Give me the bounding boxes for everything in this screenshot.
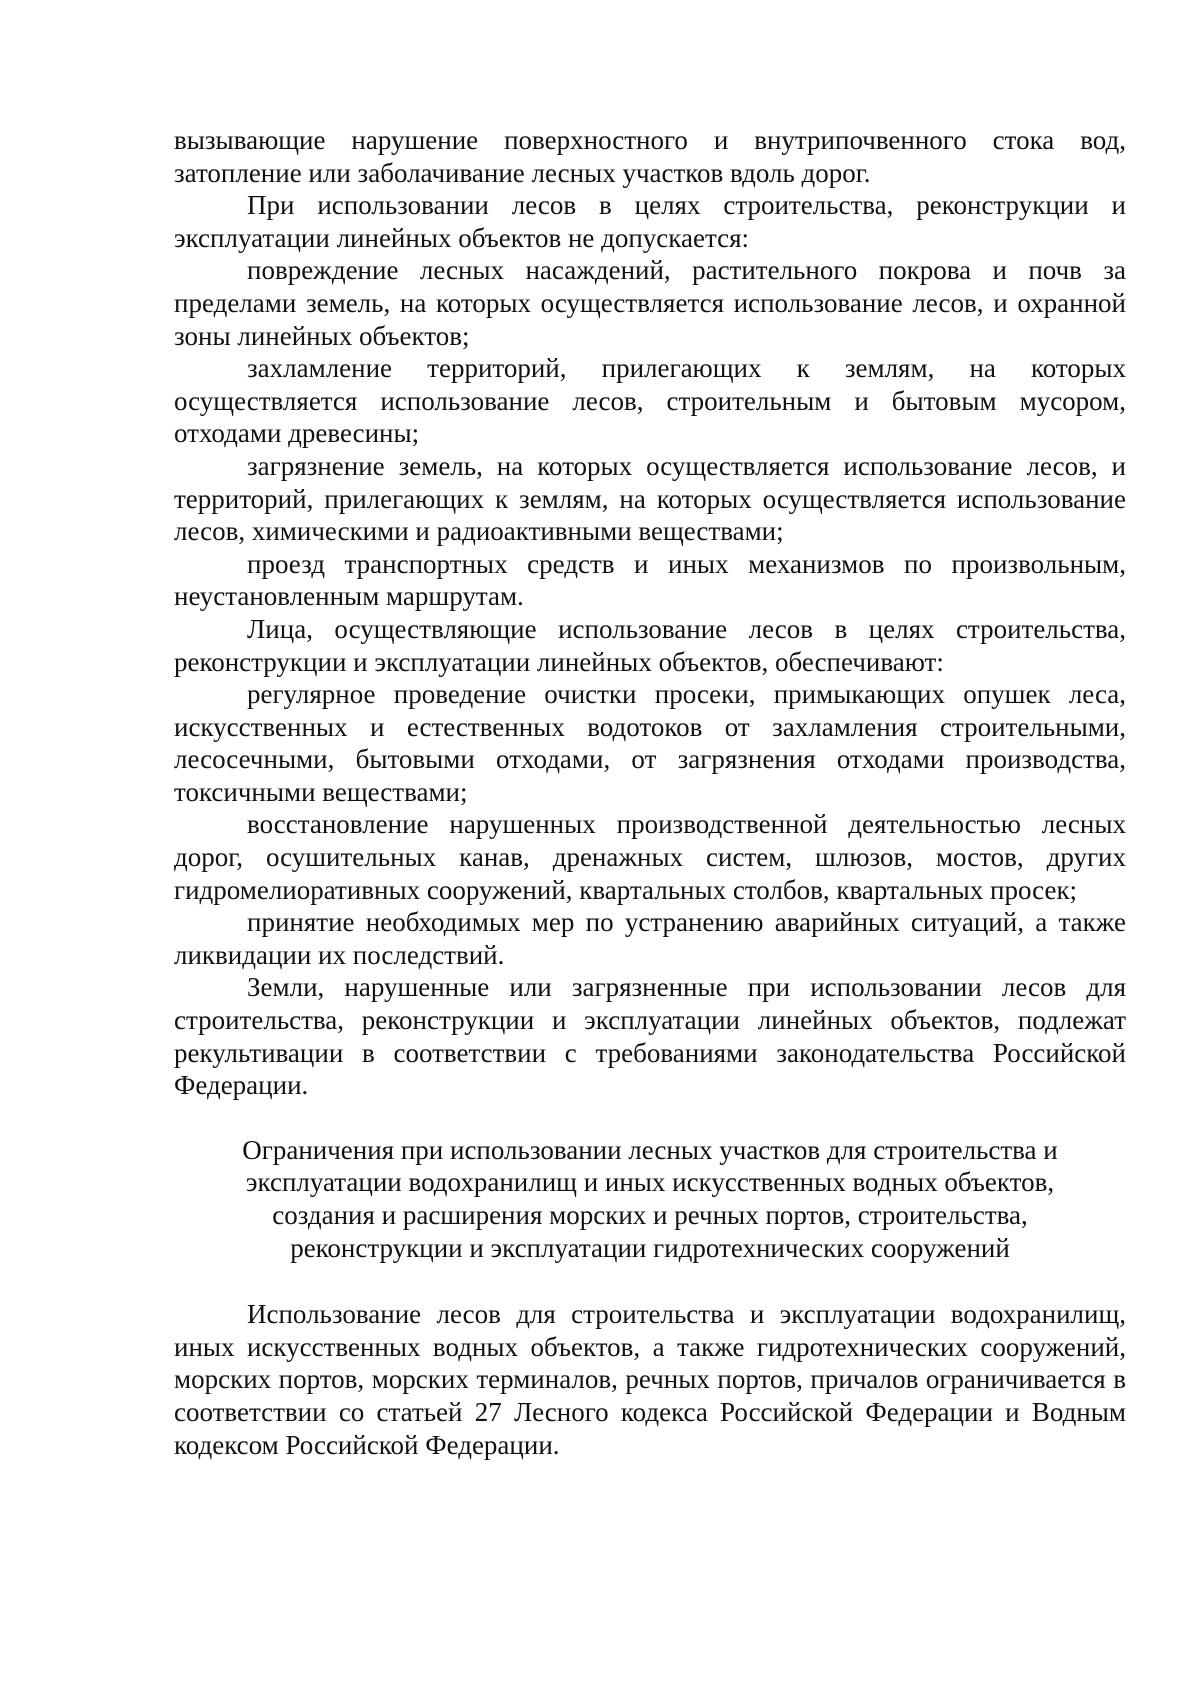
list-item-pollution: загрязнение земель, на которых осуществляется использование лесов, и территорий, прилегающих к землям, на которых осуществляется использование лесов, химическими и радиоактивными веществами; xyxy=(174,450,1126,547)
section-heading xyxy=(174,1134,1126,1264)
list-item-emergency: принятие необходимых мер по устранению аварийных ситуаций, а также ликвидации их последствий. xyxy=(174,907,1126,970)
spacer xyxy=(174,1264,1126,1298)
spacer xyxy=(174,1102,1126,1134)
list-item-restoration: восстановление нарушенных производственной деятельностью лесных дорог, осушительных канав, дренажных систем, шлюзов, мостов, других гидромелиоративных сооружений, квартальных столбов, квартальных просек; xyxy=(174,809,1126,905)
paragraph-obligations-intro: Лица, осуществляющие использование лесов в целях строительства, реконструкции и эксплуатации линейных объектов, обеспечивают: xyxy=(174,613,1126,677)
list-item-damage: повреждение лесных насаждений, растительного покрова и почв за пределами земель, на которых осуществляется использование лесов, и охранной зоны линейных объектов; xyxy=(174,255,1126,351)
paragraph-recultivation: Земли, нарушенные или загрязненные при использовании лесов для строительства, реконструкции и эксплуатации линейных объектов, подлежат рекультивации в соответствии с требованиями законодательства Российской Федерации. xyxy=(174,972,1126,1101)
paragraph-reservoirs: Использование лесов для строительства и эксплуатации водохранилищ, иных искусственных водных объектов, а также гидротехнических сооружений, морских портов, морских терминалов, речных портов, причалов ограничивается в соответствии со статьей 27 Лесного кодекса Российской Федерации и Водным кодексом Российской Федерации. xyxy=(174,1299,1126,1460)
document-body xyxy=(174,124,1126,1461)
heading-line: эксплуатации водохранилищ и иных искусственных водных объектов, xyxy=(245,1167,1055,1198)
list-item-vehicle-passage: проезд транспортных средств и иных механизмов по произвольным, неустановленным маршрутам. xyxy=(174,548,1126,612)
list-item-cleaning: регулярное проведение очистки просеки, примыкающих опушек леса, искусственных и естественных водотоков от захламления строительными, лесосечными, бытовыми отходами, от загрязнения отходами производства, токсичными веществами; xyxy=(174,679,1126,807)
heading-line: реконструкции и эксплуатации гидротехнических сооружений xyxy=(290,1232,1010,1263)
paragraph-prohibitions-intro: При использовании лесов в целях строительства, реконструкции и эксплуатации линейных объектов не допускается: xyxy=(174,190,1126,253)
paragraph-continuation: вызывающие нарушение поверхностного и внутрипочвенного стока вод, затопление или заболачивание лесных участков вдоль дорог. xyxy=(174,125,1126,188)
heading-line: создания и расширения морских и речных портов, строительства, xyxy=(272,1200,1028,1230)
heading-line: Ограничения при использовании лесных участков для строительства и xyxy=(242,1134,1058,1165)
list-item-littering: захламление территорий, прилегающих к землям, на которых осуществляется использование лесов, строительным и бытовым мусором, отходами древесины; xyxy=(174,353,1126,449)
